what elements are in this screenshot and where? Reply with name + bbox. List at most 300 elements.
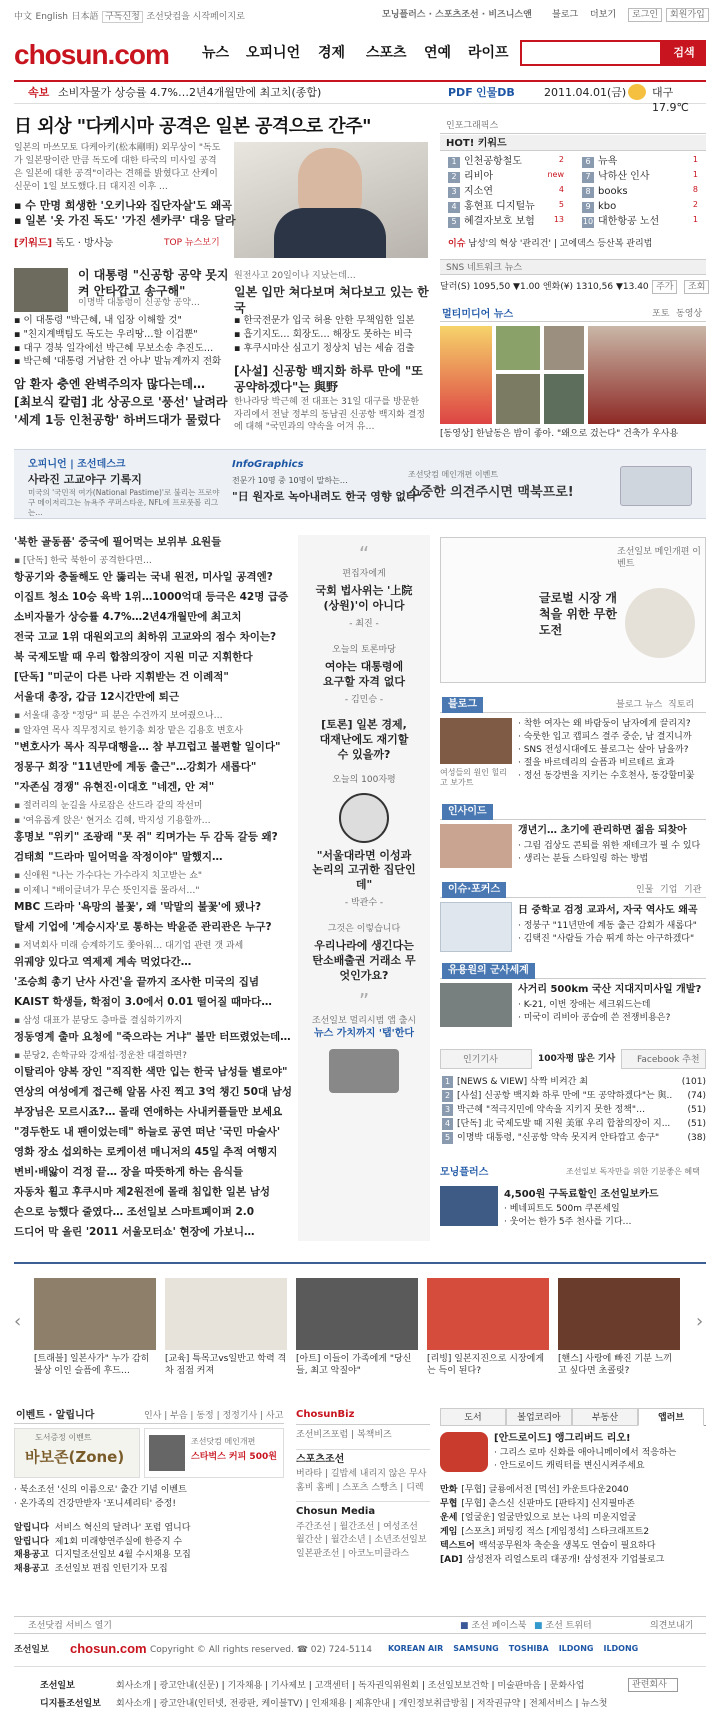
list-item[interactable]: "경두한도 내 팬이었는데" 하늘로 공연 떠난 '국민 마술사' (14, 1126, 281, 1138)
keyword-item[interactable] (448, 200, 572, 215)
keyword-change: 5 (558, 200, 564, 209)
list-item[interactable]: '북한 골동품' 중국에 필어먹는 보위부 요원들 (14, 536, 222, 548)
cartoon-figure (625, 588, 695, 658)
inside-title: 인사이드 (442, 804, 493, 820)
footer-link[interactable]: 뉴스첫 (581, 1699, 608, 1709)
list-item[interactable]: ▪ 신애원 "나는 가수다는 가수라지 치고받는 쇼" (14, 871, 203, 881)
morning-plus-sub: 조선일보 독자만을 위한 기분좋은 혜택 (566, 1167, 700, 1176)
breaking-bar (14, 80, 706, 114)
chosunbiz-links: 조선비즈포럼 | 복책비즈 (296, 1429, 392, 1440)
footer-logo: chosun.com (70, 1641, 147, 1656)
rank-title: 이명박 대통령, "신공항 약속 못지켜 안타깝고 송구" (457, 1133, 660, 1143)
q5-label: 그것은 이렇습니다 (327, 924, 401, 935)
q3[interactable]: [토론] 일본 경제, 대재난에도 재기할 수 있을까? (319, 717, 409, 761)
news3-small: 원전사고 20일이나 지났는데… (234, 271, 356, 281)
sns-header (440, 259, 706, 275)
keyword-text: 혜결자보호 보험 (464, 216, 535, 227)
list-item[interactable]: 변비·배앓이 걱정 끝… 장을 따뜻하게 하는 음식들 (14, 1166, 244, 1178)
app-row[interactable] (440, 1484, 706, 1498)
list-item[interactable]: · 미국이 리비아 공습에 쓴 전쟁비용은? (518, 1013, 671, 1024)
carousel-prev-icon[interactable]: ‹ (14, 1311, 22, 1332)
list-item[interactable]: 연상의 여성에게 접근해 알몸 사진 찍고 3억 챙긴 50대 남성 (14, 1086, 292, 1098)
blog-link[interactable]: 블로그 (552, 10, 579, 20)
keyword-change: 4 (558, 185, 564, 194)
list-item[interactable]: · 베네피트도 500m 쿠폰세일 (504, 1204, 620, 1214)
news2-h1[interactable]: 암 환자 충엔 완벽주의자 많다는데… (14, 377, 206, 391)
issue-items (518, 920, 697, 946)
lead-item[interactable]: ▪ 일본 '옷 가진 독도' '가진 센카쿠' 대응 달라 (14, 214, 236, 227)
q4[interactable]: "서울대라면 이성과 논리의 고귀한 집단인데" (312, 848, 416, 892)
news3-body[interactable]: 한나라당 박근혜 전 대표는 31일 대구를 방문한 자리에서 전날 정부의 동남권 신공항 백지화 결정에 대해 "국민과의 약속을 어겨 유… (234, 397, 426, 433)
lead-item[interactable]: ▪ 수 만명 희생한 '오키나와 집단자살'도 왜곡 (14, 199, 232, 212)
weather-sun-icon (628, 84, 646, 100)
footer-line (14, 1666, 706, 1667)
app-title: [얼굴운] 얼굴만있으로 보는 나의 미운지얼굴 (461, 1512, 637, 1523)
app-category: 텍스트어 (440, 1540, 475, 1551)
tab-most-comments[interactable]: 100자평 많은 기사 (531, 1049, 622, 1069)
list-item[interactable]: ▪ 절러리의 눈길을 사로잡은 산드라 같의 작선미 (14, 801, 203, 811)
sponsor-logo[interactable]: KOREAN AIR (388, 1644, 444, 1653)
blog-photo[interactable] (440, 718, 512, 764)
keyword-item[interactable] (582, 155, 706, 170)
app-tab[interactable]: 볼업코리아 (506, 1408, 572, 1426)
app-tab[interactable]: 부동산 (572, 1408, 638, 1426)
blog-top-link[interactable]: 직토리 (668, 700, 695, 710)
inside-headline[interactable]: 갱년기… 초기에 관리하면 젊음 되찾아 (518, 825, 687, 836)
list-item[interactable]: ▪ 흡기지도… 회장도… 해장도 못하는 비극 (234, 328, 413, 340)
quote-icon: ” (358, 988, 370, 1013)
list-item[interactable]: '조승희 총기 난사 사건'을 끝까지 조사한 미국의 집념 (14, 976, 260, 988)
issue-photo[interactable] (440, 902, 512, 952)
top-link[interactable]: 모닝플러스 (382, 10, 426, 20)
carousel-item[interactable] (296, 1278, 418, 1377)
facebook-icon: ■ (460, 1621, 469, 1631)
search-input[interactable] (520, 40, 662, 66)
notice-type: 알립니다 (14, 1523, 49, 1533)
list-item[interactable]: 정동영계 출마 요청에 "죽으라는 거냐" 불만 터뜨렸었는데… (14, 1031, 291, 1043)
carousel-item[interactable] (165, 1278, 287, 1377)
carousel-thumb (558, 1278, 680, 1350)
military-headline[interactable]: 사거리 500km 국산 지대지미사일 개발? (518, 984, 702, 995)
opinion-column (298, 535, 430, 1241)
cartoon-icon (339, 793, 389, 843)
gnb-life[interactable]: 라이프 (468, 45, 509, 61)
list-item[interactable]: ▪ '여유롭게 앉은' 현거소 김혜, 박지성 기용할까… (14, 816, 211, 826)
cartoon-ad[interactable] (440, 537, 706, 683)
mm-caption[interactable]: [동영상] 한날동은 밤이 좋아. "왜으로 겄는다" 건축가 우사용 (440, 429, 679, 439)
app-row[interactable] (440, 1512, 706, 1526)
blog-news-link[interactable]: 블로그 뉴스 (616, 700, 663, 710)
query-button[interactable]: 조회 (684, 280, 709, 294)
footer-link[interactable]: 고객센터 (314, 1681, 350, 1691)
footer-row-chosun: 조선일보 회사소개 | 광고안내(신문) | 기자채용 | 기사제보 | 고객센터 | 독자권익위원회 | 조선일보보건학 | 미술판마음 | 문화사업 (40, 1681, 585, 1691)
keyword-text: kbo (598, 201, 617, 212)
app-tab[interactable]: 도서 (440, 1408, 506, 1426)
inside-photo[interactable] (440, 824, 512, 868)
mm-thumb-5[interactable] (544, 374, 584, 424)
list-item[interactable]: ▪ "친지계백팀도 독도는 우리땅…할 이겁뿐" (14, 328, 198, 340)
keyword-rank: 10 (582, 217, 594, 226)
list-item[interactable]: ▪ [단독] 한국 북한이 공격한다면… (14, 556, 152, 566)
list-item[interactable]: ▪ 삼성 대표가 분당도 층마를 결심하기까지 (14, 1016, 183, 1026)
keyword-rank: 8 (582, 187, 594, 198)
list-item[interactable]: ▪ 박근혜 '대통령 거남한 건 아냐' 발뉴계까지 전화 (14, 356, 222, 368)
footer-link[interactable]: 광고안내(인터넷, 전광판, 케이블TV) (159, 1699, 303, 1709)
morning-plus-items (504, 1203, 632, 1229)
footer-link[interactable]: 개인정보취급방침 (398, 1699, 469, 1709)
blog-list (518, 718, 706, 783)
carousel-item[interactable] (427, 1278, 549, 1377)
macbook-image (620, 466, 692, 506)
list-item[interactable]: 위궤양 있다고 역제제 계속 먹었다간… (14, 956, 192, 968)
sponsor-logo[interactable]: SAMSUNG (453, 1644, 499, 1653)
app-sub: 조선일보 멀리시범 앱 출시 (311, 1015, 417, 1026)
footer-link[interactable]: 저작권규약 (476, 1699, 521, 1709)
military-items (518, 999, 670, 1025)
list-item[interactable]: ▪ 서울대 총장 "정당" 피 분은 수건까지 보여줬으나… (14, 711, 223, 721)
list-item[interactable]: · 숙룻한 입고 캡피스 결주 중순, 남 결지니까 (518, 732, 692, 743)
mm-main-photo[interactable] (588, 326, 706, 424)
carousel-item[interactable] (34, 1278, 156, 1377)
list-item[interactable]: ▪ 한국전문가 입국 허용 안한 무책임한 일본 (234, 315, 415, 326)
list-item[interactable]: · 착한 여자는 왜 바람둥이 남자에게 끌리지? (518, 719, 691, 729)
keyword-rank: 9 (582, 202, 594, 213)
sponsor-logo[interactable]: TOSHIBA (508, 1644, 549, 1653)
events-tabs: 인사 | 부음 | 동정 | 정정기사 | 사고 (144, 1411, 284, 1421)
issue-tab[interactable]: 기관 (684, 885, 702, 895)
rank-item[interactable] (442, 1076, 706, 1090)
notice-text: 제1회 미래향연주실에 한증지 수 (54, 1536, 183, 1547)
tab-hot-keyword[interactable]: HOT! 키워드 (446, 138, 507, 149)
list-item[interactable]: · 절을 바르데리의 슬픔과 비르테르 효과 (518, 758, 675, 769)
app-tab[interactable]: 앱러브 (638, 1408, 704, 1426)
list-item[interactable]: ▪ 후쿠시마산 심고기 정상치 넘는 세슘 검출 (234, 342, 415, 354)
keyword-text: 대한항공 노선 (598, 216, 660, 227)
mm-thumb-4[interactable] (544, 326, 584, 370)
list-item[interactable]: ▪ 이 대통령 "박근혜, 내 입장 이해할 것" (14, 315, 182, 326)
list-item[interactable]: 소비자물가 상승률 4.7%…2년4개월만에 최고치 (14, 611, 242, 623)
keyword-item[interactable] (448, 215, 572, 230)
list-item[interactable]: [단독] "미군이 다른 나라 지휘받는 건 이례적" (14, 671, 229, 683)
events-tab[interactable]: 인사 (144, 1411, 162, 1421)
footer-link[interactable]: 기자채용 (227, 1681, 263, 1691)
keyword-item[interactable] (582, 170, 706, 185)
list-item[interactable]: "변호사가 목사 직무대행을… 참 부끄럽고 불편할 일이다" (14, 741, 281, 753)
footer-link[interactable]: 회사소개 (116, 1699, 151, 1709)
list-item[interactable]: 이탈리아 양복 장인 "직직한 색만 입는 한국 남성들 별로야" (14, 1066, 288, 1078)
top-news-link[interactable]: TOP 뉴스보기 (164, 238, 220, 248)
keyword-item[interactable] (448, 155, 572, 170)
carousel-caption: [리빙] 일본지진으로 시장에게는 득이 된다? (427, 1354, 545, 1376)
twitter-icon: ■ (534, 1621, 543, 1631)
list-item[interactable]: 북 국제도발 때 우리 합참의장이 지원 미군 지휘한다 (14, 651, 253, 663)
footer-link[interactable]: 제휴안내 (355, 1699, 390, 1709)
carousel-caption: [핸스] 사랑에 빠진 기분 느끼고 싶다면 초콜릿? (558, 1354, 673, 1376)
list-item[interactable]: ▪ 이제니 "배이글녀가 무슨 뜻인지를 몰라서…" (14, 886, 200, 896)
lang-zh[interactable]: 中文 (14, 12, 33, 22)
notice-item[interactable] (14, 1536, 284, 1550)
angry-birds-icon[interactable] (440, 1432, 488, 1472)
info-title[interactable]: "日 원자로 녹아내려도 한국 영향 없다" (232, 490, 423, 503)
list-item[interactable]: ▪ 분당2, 손학규와 강재섭·정운찬 대결하면? (14, 1051, 187, 1061)
keyword-item[interactable] (448, 185, 572, 200)
issue-line: 이슈 남성'의 혁상 '관리건' | 고에덱스 등산복 관리법 (448, 239, 653, 249)
list-item[interactable]: · 정선 동강변을 지키는 수호천사, 동강할미꽃 (518, 771, 695, 782)
logo[interactable]: chosun.com (14, 39, 169, 70)
issue-headline[interactable]: 日 중학교 검정 교과서, 자국 역사도 왜곡 (518, 905, 698, 916)
footer-link[interactable]: 조선일보보건학 (427, 1681, 489, 1691)
app-row[interactable] (440, 1540, 706, 1554)
sponsor-logo[interactable]: ILDONG (603, 1644, 639, 1653)
app-title[interactable]: 뉴스 가치까지 '탭'한다 (313, 1028, 415, 1040)
president-photo[interactable] (14, 268, 68, 312)
ad-title[interactable]: 소중한 의견주시면 맥북프로! (408, 485, 574, 500)
keyword-change: 1 (692, 215, 698, 224)
rank-count: (101) (680, 1076, 706, 1090)
list-item[interactable]: 손으로 능했다 줄였다… 조선일보 스마트폐이퍼 2.0 (14, 1206, 255, 1218)
rank-count: (38) (686, 1132, 706, 1146)
apps-items (494, 1447, 676, 1473)
footer-row-label: 조선일보 (40, 1681, 75, 1691)
list-item[interactable]: 이집트 청소 10승 육박 1위…1000억대 등극은 42명 급증 (14, 591, 289, 603)
keyword-change: 1 (692, 155, 698, 164)
rank-item[interactable] (442, 1132, 706, 1146)
rank-item[interactable] (442, 1118, 706, 1132)
morning-plus-title: 모닝플러스 (440, 1167, 489, 1178)
gnb-ent[interactable]: 연예 (424, 45, 452, 61)
rank-count: (51) (686, 1118, 706, 1132)
keyword-change: new (547, 170, 564, 179)
list-item[interactable]: 전국 고교 1위 대원외고의 최하위 고교와의 점수 차이는? (14, 631, 277, 643)
breaking-label: 속보 (28, 86, 50, 99)
list-item[interactable]: 부장님은 모르시죠?… 몰래 연애하는 사내커플들만 보세요 (14, 1106, 283, 1118)
list-item[interactable]: 항공기와 충돌해도 안 뚫리는 국내 원전, 미사일 공격엔? (14, 571, 273, 583)
db-link[interactable]: 인물DB (476, 86, 515, 99)
list-item[interactable]: · SNS 전성시대에도 블로그는 살아 남을까? (518, 745, 689, 756)
more-link[interactable]: 더보기 (590, 10, 617, 20)
top-link[interactable]: 스포츠조선 (435, 10, 479, 20)
app-title: [스포츠] 퍼팅킹 적스 [게임정석] 스타크래프트2 (461, 1526, 650, 1537)
carousel-item[interactable] (558, 1278, 680, 1377)
footer-link[interactable]: 광고안내(신문) (159, 1681, 219, 1691)
issue-title: 이슈·포커스 (442, 882, 506, 898)
keyword-text: 홍현표 디지털뉴 (464, 201, 535, 212)
morning-plus-headline[interactable]: 4,500원 구독료할인 조선일보카드 (504, 1189, 659, 1200)
footer-link[interactable]: 미술판마음 (497, 1681, 541, 1691)
military-header (440, 963, 706, 979)
keyword-item[interactable] (582, 215, 706, 230)
list-item[interactable]: MBC 드라마 '욕망의 불꽃', 왜 '막말의 불꽃'에 됐나? (14, 901, 262, 913)
rank-title: [단독] 北 국제도발 때 지원 美軍 우리 합참의장이 지... (457, 1119, 671, 1129)
lang-en[interactable]: English (35, 12, 69, 22)
events-tab[interactable]: 정정기사 (222, 1411, 258, 1421)
lead-summary[interactable]: 일본의 마쓰모토 다케아키(松本剛明) 외무상이 "독도가 일본땅이란 만큼 독도에 대한 타국의 미사일 공격은 일본에 대한 공격"이라는 견해를 밝혔다고 산케이신문이 1일 보도했다.日 대지진 이후 … (14, 143, 221, 193)
footer-link[interactable]: 회사소개 (116, 1681, 151, 1691)
hot-keyword-header (440, 135, 706, 151)
tab-video[interactable]: 동영상 (676, 309, 703, 319)
carousel-caption: [트래블] 일본사가" 누가 감히 불상 이인 슬픔에 후드… (34, 1354, 150, 1376)
cartoon-ad-title: 글로벌 시장 개척을 위한 무한도전 (539, 591, 617, 638)
notice-text: 디지털조선일보 4월 수시채용 모집 (54, 1550, 191, 1560)
notice-item[interactable] (14, 1522, 284, 1536)
rank-item[interactable] (442, 1090, 706, 1104)
issue-tab[interactable]: 인물 (636, 885, 654, 895)
footer-link[interactable]: 독자권익위원회 (358, 1681, 419, 1691)
events-tab[interactable]: 사고 (266, 1411, 284, 1421)
list-item[interactable]: · 생리는 분들 스타일링 하는 방법 (518, 854, 649, 865)
gnb-news[interactable]: 뉴스 (202, 45, 230, 61)
events-tab[interactable]: 부음 (170, 1411, 188, 1421)
list-item[interactable]: 드디어 막 올린 '2011 서울모터쇼' 현장에 가보니… (14, 1226, 255, 1238)
list-item[interactable]: KAIST 학생들, 학점이 3.0에서 0.01 떨어질 때마다… (14, 996, 272, 1008)
breaking-text[interactable]: 소비자물가 상승률 4.7%…2년4개월만에 최고치(종합) (58, 86, 322, 99)
sns-news[interactable]: SNS 네트워크 뉴스 (446, 263, 523, 273)
list-item[interactable]: · 웃어는 한가 5주 천사를 기다… (504, 1217, 632, 1228)
banner-op-title[interactable]: 사라진 고교야구 기록지 (28, 473, 142, 486)
list-item[interactable]: · 김택진 "사람들 가슴 뛰게 하는 아구하겠다" (518, 934, 695, 945)
footer-link[interactable]: 기사제보 (271, 1681, 306, 1691)
inside-items (518, 840, 700, 866)
lang-ja[interactable]: 日本語 (71, 12, 99, 22)
stock-button[interactable]: 주가 (652, 280, 677, 294)
keyword-rank: 3 (448, 187, 460, 198)
join-button[interactable]: 회원가입 (666, 8, 709, 22)
footer-link[interactable]: 인재채용 (311, 1699, 347, 1709)
footer-link[interactable]: 문화사업 (549, 1681, 585, 1691)
gnb-sports[interactable]: 스포츠 (366, 45, 407, 61)
sponsors (388, 1644, 638, 1655)
carousel-caption: [아트] 이들이 가족에게 "당신들, 최고 악질야" (296, 1354, 412, 1376)
notice-type: 채용공고 (14, 1550, 49, 1560)
app-row[interactable] (440, 1526, 706, 1540)
notice-item[interactable] (14, 1549, 284, 1563)
q1[interactable]: 국회 법사위는 '上院(상원)'이 아니다 (315, 584, 413, 612)
keyword-change: 1 (692, 170, 698, 179)
gnb-economy[interactable]: 경제 (318, 45, 346, 61)
top-links: 모닝플러스 · 스포츠조선 · 비즈니스앤 (382, 10, 532, 20)
apps-list (440, 1484, 706, 1568)
gnb-opinion[interactable]: 오피니언 (246, 45, 301, 61)
event-banner-2[interactable]: 조선닷컴 메인개편 스타벅스 커피 500원 (144, 1428, 284, 1478)
mm-thumb-2[interactable] (496, 326, 540, 370)
list-item[interactable]: · 정붕구 "11년만에 계동 출근 감회가 새롭다" (518, 921, 697, 931)
list-item[interactable]: ▪ 대구 경북 일각에선 박근혜 무보소송 추진도… (14, 342, 214, 354)
news2-title[interactable]: 이 대통령 "신공항 공약 못지켜 안타깝고 송구해" (78, 268, 229, 298)
events-tab[interactable]: 동정 (196, 1411, 214, 1421)
app-category: 무협 (440, 1498, 458, 1509)
carousel-thumb (427, 1278, 549, 1350)
list-item[interactable]: 서울대 총장, 갑금 12시간만에 퇴근 (14, 691, 180, 703)
list-item[interactable]: · 그리스 로마 신화를 애아니메이에서 적응하는 (494, 1448, 677, 1458)
search-button[interactable]: 검색 (662, 40, 706, 66)
notice-text: 조선일보 편집 인턴기자 모집 (54, 1563, 168, 1574)
infographics-label: InfoGraphics (232, 459, 304, 470)
q1-by: - 최진 - (349, 618, 379, 629)
card-image[interactable] (440, 1186, 498, 1226)
main-news-list (14, 535, 294, 1245)
facebook-link[interactable]: ■ 조선 페이스북 (460, 1621, 527, 1631)
rank-title: 박근혜 "적극지민에 약속을 지키지 못한 정책"… (457, 1105, 646, 1115)
tab-photo[interactable]: 포토 (652, 309, 670, 319)
rank-number: 1 (442, 1076, 453, 1088)
list-item[interactable]: 검태희 "드라마 밀어먹을 작정이야" 말했지… (14, 851, 223, 863)
keyword-rank: 2 (448, 172, 460, 183)
mm-thumb-3[interactable] (496, 374, 540, 424)
app-row[interactable] (440, 1498, 706, 1512)
list-item[interactable]: · 안드로이드 캐릭터를 변신시켜주세요 (494, 1461, 645, 1472)
rank-item[interactable] (442, 1104, 706, 1118)
app-row[interactable] (440, 1554, 706, 1568)
event-banner-1[interactable]: 도서증정 이벤트 바보존(Zone) (14, 1428, 140, 1478)
news2-h3[interactable]: '세계 1등 인천공항' 하버드대가 물렀다 (14, 413, 221, 427)
banner-op-sub: 미국의 '국민적 여가(National Pastime)'로 불리는 프로야구 메이저리그는 뉴욕주 쿠퍼스타운, NFL에 프로풋볼 리그는… (28, 488, 220, 517)
carousel-next-icon[interactable]: › (696, 1311, 704, 1332)
list-item[interactable]: 탈세 기업에 '계승시자'로 통하는 박윤준 관리관은 누구? (14, 921, 272, 933)
keyword-item[interactable] (448, 170, 572, 185)
list-item[interactable]: · 북소조선 '신의 이름으로' 출간 기념 이벤트 (14, 1485, 187, 1495)
list-item[interactable]: · K-21, 이번 장애는 세크워드는데 (518, 1000, 651, 1010)
twitter-link[interactable]: ■ 조선 트위터 (534, 1621, 592, 1631)
notice-item[interactable] (14, 1563, 284, 1577)
family-select[interactable]: 관련회사 (628, 1678, 678, 1692)
q5[interactable]: 우리나라에 생긴다는 탄소배출권 거래소 무엇인가요? (312, 939, 416, 983)
list-item[interactable]: · 그림 겁상도 콘퇴를 위한 재테크가 필 수 있다 (518, 841, 701, 851)
footer-link[interactable]: 전체서비스 (529, 1699, 573, 1709)
subscribe-link[interactable]: 구독신청 (102, 11, 143, 23)
apps-headline[interactable]: [안드로이드] 앵그리버드 리오! (494, 1433, 631, 1444)
tab-infographics[interactable]: 인포그래픽스 (446, 121, 499, 131)
q2[interactable]: 여야는 대통령에 요구할 자격 없다 (322, 660, 406, 688)
lead-title[interactable]: 日 외상 "다케시마 공격은 일본 공격으로 간주" (14, 116, 371, 137)
list-item[interactable]: 정몽구 회장 "11년만에 계동 출근"…강회가 새롭다" (14, 761, 257, 773)
keyword-text: 리비아 (464, 171, 493, 182)
list-item[interactable]: 자동차 휠고 후쿠시마 제2원전에 몰래 침입한 일본 남성 (14, 1186, 271, 1198)
list-item[interactable]: ▪ 저녁회사 미래 승계하기도 쫓아워… 대기업 관련 갯 과세 (14, 941, 244, 951)
keyword-item[interactable] (582, 185, 706, 200)
mm-thumb-1[interactable] (440, 326, 492, 424)
top-link[interactable]: 비즈니스앤 (488, 10, 532, 20)
pdf-link[interactable]: PDF (448, 86, 473, 99)
gnb (202, 44, 528, 63)
lead-photo[interactable] (234, 142, 428, 258)
tab-facebook[interactable]: Facebook 추천 (637, 1055, 700, 1065)
service-toggle[interactable]: 조선닷컴 서비스 열기 (28, 1621, 112, 1631)
news3-title[interactable]: 일본 입만 쳐다보며 쳐다보고 있는 한국 (234, 285, 429, 316)
hot-keywords-left (448, 155, 572, 230)
list-item[interactable]: 영화 장소 섭외하는 로케이션 매니저의 45일 추적 여행지 (14, 1146, 278, 1158)
feedback-link[interactable]: 의견보내기 (650, 1621, 694, 1631)
keyword-text: 낙하산 인사 (598, 171, 650, 182)
tab-popular[interactable]: 인기기사 (463, 1055, 498, 1065)
app-title: [무협] 춘스신 신판마도 [판타지] 신지필마존 (461, 1498, 635, 1509)
list-item[interactable]: "자존심 경쟁" 유현진·이대호 "네겐, 안 져" (14, 781, 215, 793)
list-item[interactable]: · 온가족의 건강만받자 '포니셰리티' 증정! (14, 1498, 176, 1509)
list-item[interactable]: ▪ 알자연 목사 직무정지로 한기총 회장 맡은 김용호 변호사 (14, 726, 243, 736)
military-photo[interactable] (440, 983, 512, 1027)
news2-h2[interactable]: [최보식 칼럼] 北 상공으로 '풍선' 날려라 (14, 395, 228, 409)
sports-title: 스포츠조선 (296, 1449, 430, 1467)
events-header (14, 1408, 284, 1424)
start-page-link[interactable]: 조선닷컴을 시작페이지로 (146, 12, 245, 22)
footer-row-digital: 디지틀조선일보 회사소개 | 광고안내(인터넷, 전광판, 케이블TV) | 인재채용 | 제휴안내 | 개인정보취급방침 | 저작권규약 | 전체서비스 | 뉴스첫 (40, 1699, 608, 1709)
list-item[interactable]: 홍명보 "위키" 조광래 "못 쥐" 킥며가는 두 감독 갈등 왜? (14, 831, 278, 843)
news3-editorial[interactable]: [사설] 신공항 백지화 하루 만에 "또 공약하겠다"는 與野 (234, 364, 423, 394)
issue-tab[interactable]: 기업 (660, 885, 678, 895)
login-button[interactable]: 로그인 (628, 8, 662, 22)
sponsor-logo[interactable]: ILDONG (558, 1644, 594, 1653)
quote-icon: “ (358, 542, 370, 566)
keyword-item[interactable] (582, 200, 706, 215)
